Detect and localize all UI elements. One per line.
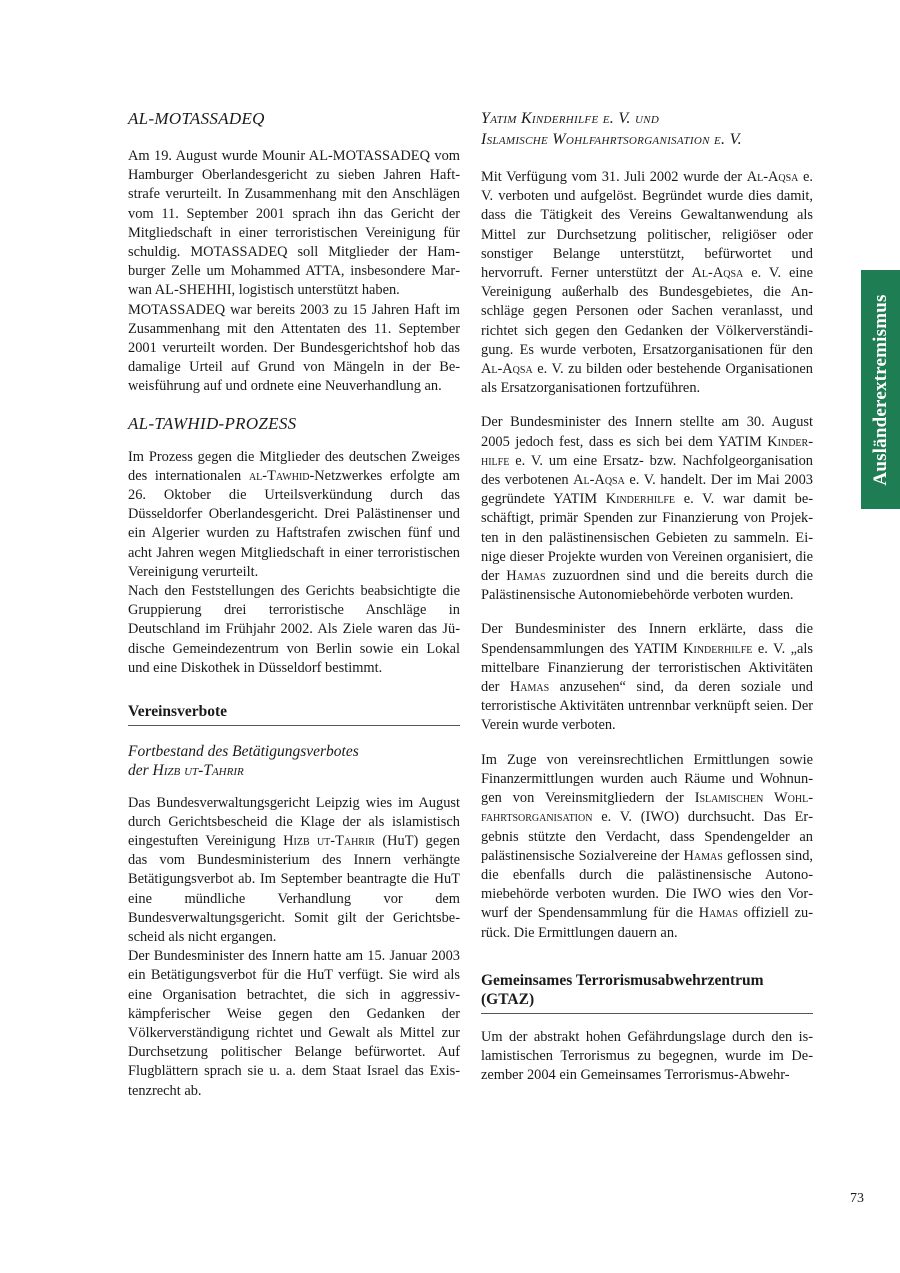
paragraph: Der Bundesminister des Innern erklärte, dass die Spendensammlungen des YATIM Kinderhilfe e. V. „als mittelbare Finanzierung der terroristischen Aktivitäten der Hamas anzusehen“ sind, da deren soziale und terroristische Aktivitäten untrennbar verknüpft seien. Der Verein wurde verboten. — [481, 621, 814, 734]
paragraph: Der Bundesminister des Innern stellte am 30. August 2005 jedoch fest, dass es sich bei dem YATIM Kinderhilfe e. V. um eine Ersatz- bzw. Nachfolgeorganisation des verbotenen Al-Aqsa e. V. handelt. Der im Mai 2003 gegründete YATIM Kinderhilfe e. V. war damit beschäftigt, primär Spenden zur Finanzierung von Projekten in den palästinensischen Gebieten zu sammeln. Einige dieser Projekte wurden von Vereinen organisiert, die der Hamas zuzuordnen sind und die bereits durch die Palästinensische Autonomiebehörde verboten wurden. — [481, 414, 813, 604]
left-column — [128, 108, 460, 1101]
heading-yatim: Yatim Kinderhilfe e. V. und Islamische Wohlfahrtsorganisation e. V. — [481, 110, 742, 148]
paragraph: Mit Verfügung vom 31. Juli 2002 wurde der Al-Aqsa e. V. verboten und aufgelöst. Begründet wurde dies damit, dass die Tätigkeit des Vereins Gewaltanwendung als Mittel zur Durchsetzung politischer, religiöser oder sonstiger Belange unterstützt, befürwortet und hervorruft. Ferner unterstützt der Al-Aqsa e. V. eine Vereinigung außerhalb des Bundesgebietes, die Anschläge gegen Personen oder Sachen veranlasst, und richtet sich gegen den Gedanken der Völkerverständigung. Es wurde verboten, Ersatzorganisationen für den Al-Aqsa e. V. zu bilden oder bestehende Organisationen als Ersatzorganisationen fortzuführen. — [481, 169, 813, 397]
section-motassadeq — [128, 108, 460, 397]
heading-tawhid: AL-TAWHID-PROZESS — [128, 413, 297, 433]
paragraph: Am 19. August wurde Mounir AL-MOTASSADEQ vom Hamburger Oberlandesgericht zu sieben Jahren Haftstrafe verurteilt. In Zusammenhang mit den Anschlägen vom 11. September 2001 sprach ihn das Gericht der Mitgliedschaft in einer terroristischen Vereinigung für schuldig. MOTASSADEQ soll Mitglieder der Hamburger Zelle um Mohammed ATTA, insbesondere Marwan AL-SHEHHI, logistisch unterstützt haben. — [128, 148, 460, 299]
section-tawhid — [128, 413, 460, 678]
paragraph: Im Prozess gegen die Mitglieder des deutschen Zweiges des internationalen al-Tawhid-Netzwerkes erfolgte am 26. Oktober die Urteilsverkündung durch das Düsseldorfer Oberlandesgericht. Drei Palästinenser und ein Algerier wurden zu Haftstrafen zwischen fünf und acht Jahren wegen Mitgliedschaft in einer terroristischen Vereinigung verurteilt. — [128, 448, 460, 580]
paragraph: Der Bundesminister des Innern hatte am 15. Januar 2003 ein Betätigungsverbot für die HuT verfügt. Sie wird als eine Organisation betrachtet, die sich in aggressiv-kämpferischer Weise gegen den Gedanken der Völkerverständigung richtet und Gewalt als Mittel zur Durchsetzung politischer Belange befürwortet. Auf Flugblättern sprach sie u. a. dem Staat Israel das Existenzrecht ab. — [128, 948, 460, 1099]
paragraph: Um der abstrakt hohen Gefährdungslage durch den islamistischen Terrorismus zu begegnen, wurde im Dezember 2004 ein Gemeinsames Terrorismus-Abwehr- — [481, 1028, 813, 1084]
heading-vereinsverbote: Vereinsverbote — [128, 702, 460, 726]
section-vereinsverbote — [128, 702, 460, 1101]
chapter-tab-label: Ausländerextremismus — [869, 293, 891, 486]
paragraph: MOTASSADEQ war bereits 2003 zu 15 Jahren Haft im Zusammenhang mit den Attentaten des 11. September 2001 verurteilt worden. Der Bundesgerichtshof hob das damalige Urteil auf Grund von Mängeln in der Beweisführung auf und ordnete eine Neuverhandlung an. — [128, 301, 460, 395]
paragraph: Im Zuge von vereinsrechtlichen Ermittlungen sowie Finanzermittlungen wurden auch Räume und Wohnungen von Vereinsmitgliedern der Islamischen Wohlfahrtsorganisation e. V. (IWO) durchsucht. Das Ergebnis stützte den Verdacht, dass Spendengelder an palästinensische Sozialvereine der Hamas geflossen sind, die ebenfalls durch die palästinensische Autonomiebehörde verboten wurden. Die IWO wies den Vorwurf der Spendensammlung für die Hamas offiziell zurück. Die Ermittlungen dauern an. — [481, 751, 813, 941]
section-yatim — [481, 108, 813, 943]
right-column — [481, 108, 813, 1085]
paragraph: Das Bundesverwaltungsgericht Leipzig wies im August durch Gerichtsbescheid die Klage der als islamistisch eingestuften Vereinigung Hizb ut-Tahrir (HuT) gegen das vom Bundesministerium des Innern verhängte Betätigungsverbot ab. Im September beantragte die HuT eine mündliche Verhandlung vor dem Bundesverwaltungsgericht. Somit gilt der Gerichtsbescheid als nicht ergangen. — [128, 794, 460, 945]
chapter-tab — [861, 270, 900, 509]
paragraph: Nach den Feststellungen des Gerichts beabsichtigte die Gruppierung drei terroristische Anschläge in Deutschland im Frühjahr 2002. Als Ziele waren das Jüdische Gemeindezentrum von Berlin sowie ein Lokal und eine Diskothek in Düsseldorf bestimmt. — [128, 583, 460, 676]
heading-gtaz: Gemeinsames Terrorismusabwehrzentrum (GTAZ) — [481, 971, 813, 1014]
heading-motassadeq: AL-MOTASSADEQ — [128, 109, 265, 128]
page-number: 73 — [850, 1191, 864, 1206]
subheading-hizb-ut-tahrir: Fortbestand des Betätigungsverbotes der Hizb ut-Tahrir — [128, 742, 359, 779]
section-gtaz — [481, 971, 813, 1086]
